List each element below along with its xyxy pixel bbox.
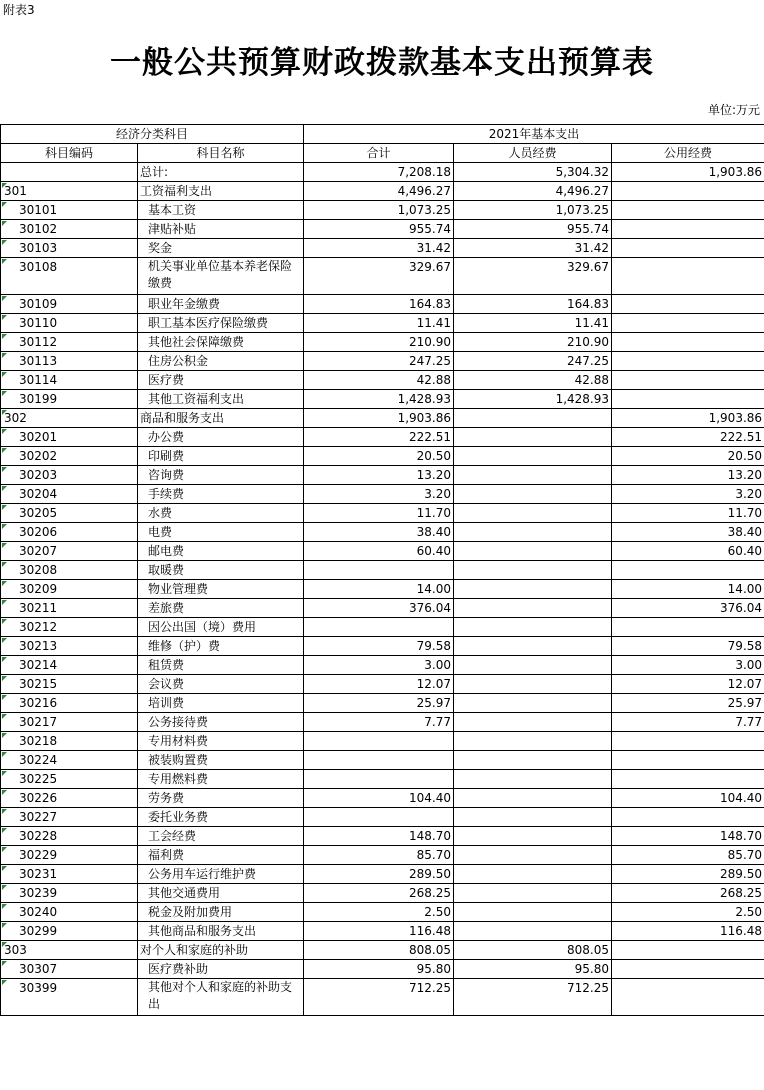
table-row bbox=[1, 884, 764, 903]
cell-code: 30227 bbox=[1, 808, 138, 827]
cell-personnel bbox=[454, 713, 612, 732]
cell-code: 30101 bbox=[1, 201, 138, 220]
cell-personnel bbox=[454, 447, 612, 466]
header-personnel: 人员经费 bbox=[454, 144, 612, 163]
cell-name: 医疗费 bbox=[138, 371, 304, 390]
cell-total: 1,903.86 bbox=[304, 409, 454, 428]
cell-public: 268.25 bbox=[612, 884, 764, 903]
cell-total: 808.05 bbox=[304, 941, 454, 960]
cell-code: 30199 bbox=[1, 390, 138, 409]
cell-public: 1,903.86 bbox=[612, 409, 764, 428]
table-row bbox=[1, 827, 764, 846]
table-row bbox=[1, 333, 764, 352]
cell-total: 104.40 bbox=[304, 789, 454, 808]
cell-personnel bbox=[454, 865, 612, 884]
cell-name: 奖金 bbox=[138, 239, 304, 258]
header-basic-expenditure-2021: 2021年基本支出 bbox=[304, 125, 764, 144]
cell-total: 11.70 bbox=[304, 504, 454, 523]
table-row bbox=[1, 409, 764, 428]
table-row bbox=[1, 941, 764, 960]
cell-public bbox=[612, 979, 764, 1016]
cell-public bbox=[612, 618, 764, 637]
table-row bbox=[1, 428, 764, 447]
cell-total: 955.74 bbox=[304, 220, 454, 239]
cell-public: 60.40 bbox=[612, 542, 764, 561]
cell-name: 福利费 bbox=[138, 846, 304, 865]
cell-public: 3.00 bbox=[612, 656, 764, 675]
cell-public bbox=[612, 258, 764, 295]
table-row bbox=[1, 314, 764, 333]
table-row bbox=[1, 656, 764, 675]
cell-personnel bbox=[454, 637, 612, 656]
cell-name: 总计: bbox=[138, 163, 304, 182]
cell-personnel bbox=[454, 542, 612, 561]
cell-personnel bbox=[454, 599, 612, 618]
table-row bbox=[1, 808, 764, 827]
budget-table bbox=[0, 124, 764, 1016]
cell-total: 11.41 bbox=[304, 314, 454, 333]
cell-public bbox=[612, 201, 764, 220]
cell-name: 公务用车运行维护费 bbox=[138, 865, 304, 884]
cell-total: 116.48 bbox=[304, 922, 454, 941]
cell-name: 会议费 bbox=[138, 675, 304, 694]
cell-personnel bbox=[454, 751, 612, 770]
cell-personnel: 11.41 bbox=[454, 314, 612, 333]
table-row bbox=[1, 713, 764, 732]
cell-name: 专用燃料费 bbox=[138, 770, 304, 789]
cell-name: 手续费 bbox=[138, 485, 304, 504]
cell-total: 247.25 bbox=[304, 352, 454, 371]
cell-total: 20.50 bbox=[304, 447, 454, 466]
cell-name: 对个人和家庭的补助 bbox=[138, 941, 304, 960]
cell-name: 津贴补贴 bbox=[138, 220, 304, 239]
cell-code bbox=[1, 163, 138, 182]
cell-code: 30201 bbox=[1, 428, 138, 447]
table-row bbox=[1, 201, 764, 220]
header-public: 公用经费 bbox=[612, 144, 764, 163]
cell-total: 85.70 bbox=[304, 846, 454, 865]
cell-personnel bbox=[454, 675, 612, 694]
cell-public: 25.97 bbox=[612, 694, 764, 713]
cell-name: 其他交通费用 bbox=[138, 884, 304, 903]
table-row bbox=[1, 504, 764, 523]
cell-code: 30218 bbox=[1, 732, 138, 751]
cell-public: 104.40 bbox=[612, 789, 764, 808]
cell-code: 30212 bbox=[1, 618, 138, 637]
cell-code: 30226 bbox=[1, 789, 138, 808]
cell-total: 376.04 bbox=[304, 599, 454, 618]
header-group-row bbox=[1, 125, 764, 144]
cell-total: 164.83 bbox=[304, 295, 454, 314]
table-row bbox=[1, 846, 764, 865]
cell-total: 289.50 bbox=[304, 865, 454, 884]
cell-public: 38.40 bbox=[612, 523, 764, 542]
header-code: 科目编码 bbox=[1, 144, 138, 163]
cell-code: 30113 bbox=[1, 352, 138, 371]
cell-name: 印刷费 bbox=[138, 447, 304, 466]
cell-name: 基本工资 bbox=[138, 201, 304, 220]
cell-public bbox=[612, 333, 764, 352]
cell-name: 培训费 bbox=[138, 694, 304, 713]
cell-personnel bbox=[454, 846, 612, 865]
cell-code: 30206 bbox=[1, 523, 138, 542]
cell-code: 30307 bbox=[1, 960, 138, 979]
header-economic-category: 经济分类科目 bbox=[1, 125, 304, 144]
cell-name: 咨询费 bbox=[138, 466, 304, 485]
cell-total: 13.20 bbox=[304, 466, 454, 485]
cell-personnel bbox=[454, 732, 612, 751]
cell-total: 42.88 bbox=[304, 371, 454, 390]
table-row bbox=[1, 466, 764, 485]
table-row bbox=[1, 182, 764, 201]
cell-public: 12.07 bbox=[612, 675, 764, 694]
cell-name: 委托业务费 bbox=[138, 808, 304, 827]
cell-total: 38.40 bbox=[304, 523, 454, 542]
cell-name: 因公出国（境）费用 bbox=[138, 618, 304, 637]
cell-personnel bbox=[454, 428, 612, 447]
cell-public bbox=[612, 808, 764, 827]
cell-name: 邮电费 bbox=[138, 542, 304, 561]
cell-code: 30208 bbox=[1, 561, 138, 580]
cell-personnel: 4,496.27 bbox=[454, 182, 612, 201]
cell-total bbox=[304, 770, 454, 789]
cell-personnel bbox=[454, 466, 612, 485]
cell-total: 7.77 bbox=[304, 713, 454, 732]
table-row bbox=[1, 979, 764, 1016]
cell-name: 公务接待费 bbox=[138, 713, 304, 732]
cell-personnel bbox=[454, 827, 612, 846]
cell-personnel bbox=[454, 808, 612, 827]
cell-code: 30110 bbox=[1, 314, 138, 333]
table-row bbox=[1, 239, 764, 258]
table-row bbox=[1, 220, 764, 239]
cell-personnel bbox=[454, 485, 612, 504]
cell-code: 30225 bbox=[1, 770, 138, 789]
unit-label: 单位:万元 bbox=[707, 103, 760, 117]
cell-code: 302 bbox=[1, 409, 138, 428]
cell-name: 租赁费 bbox=[138, 656, 304, 675]
cell-name: 医疗费补助 bbox=[138, 960, 304, 979]
cell-public bbox=[612, 732, 764, 751]
cell-personnel bbox=[454, 694, 612, 713]
cell-personnel: 1,073.25 bbox=[454, 201, 612, 220]
table-row bbox=[1, 675, 764, 694]
table-row bbox=[1, 618, 764, 637]
cell-public: 85.70 bbox=[612, 846, 764, 865]
cell-name: 其他对个人和家庭的补助支出 bbox=[138, 979, 304, 1016]
cell-code: 30108 bbox=[1, 258, 138, 295]
cell-code: 303 bbox=[1, 941, 138, 960]
cell-name: 取暖费 bbox=[138, 561, 304, 580]
cell-code: 30207 bbox=[1, 542, 138, 561]
cell-public: 3.20 bbox=[612, 485, 764, 504]
cell-total bbox=[304, 618, 454, 637]
cell-name: 职工基本医疗保险缴费 bbox=[138, 314, 304, 333]
table-row bbox=[1, 732, 764, 751]
table-row bbox=[1, 371, 764, 390]
cell-name: 物业管理费 bbox=[138, 580, 304, 599]
cell-code: 30213 bbox=[1, 637, 138, 656]
cell-total: 222.51 bbox=[304, 428, 454, 447]
table-row bbox=[1, 770, 764, 789]
table-row bbox=[1, 580, 764, 599]
cell-personnel: 164.83 bbox=[454, 295, 612, 314]
header-name: 科目名称 bbox=[138, 144, 304, 163]
table-row bbox=[1, 637, 764, 656]
cell-total: 148.70 bbox=[304, 827, 454, 846]
cell-total: 712.25 bbox=[304, 979, 454, 1016]
cell-personnel: 42.88 bbox=[454, 371, 612, 390]
cell-public: 7.77 bbox=[612, 713, 764, 732]
table-row bbox=[1, 789, 764, 808]
cell-personnel bbox=[454, 656, 612, 675]
cell-public: 20.50 bbox=[612, 447, 764, 466]
header-column-row bbox=[1, 144, 764, 163]
cell-name: 工资福利支出 bbox=[138, 182, 304, 201]
cell-public bbox=[612, 960, 764, 979]
cell-public bbox=[612, 770, 764, 789]
cell-total bbox=[304, 732, 454, 751]
cell-public: 116.48 bbox=[612, 922, 764, 941]
cell-total: 268.25 bbox=[304, 884, 454, 903]
cell-public: 13.20 bbox=[612, 466, 764, 485]
cell-code: 30114 bbox=[1, 371, 138, 390]
cell-personnel bbox=[454, 922, 612, 941]
cell-code: 30204 bbox=[1, 485, 138, 504]
cell-name: 其他商品和服务支出 bbox=[138, 922, 304, 941]
table-row bbox=[1, 694, 764, 713]
cell-personnel bbox=[454, 884, 612, 903]
cell-code: 30215 bbox=[1, 675, 138, 694]
table-row bbox=[1, 561, 764, 580]
cell-personnel bbox=[454, 409, 612, 428]
cell-public: 11.70 bbox=[612, 504, 764, 523]
table-row bbox=[1, 865, 764, 884]
cell-name: 住房公积金 bbox=[138, 352, 304, 371]
cell-total: 14.00 bbox=[304, 580, 454, 599]
cell-name: 水费 bbox=[138, 504, 304, 523]
cell-code: 30216 bbox=[1, 694, 138, 713]
table-row bbox=[1, 523, 764, 542]
cell-public bbox=[612, 314, 764, 333]
table-row bbox=[1, 903, 764, 922]
cell-name: 被装购置费 bbox=[138, 751, 304, 770]
cell-name: 职业年金缴费 bbox=[138, 295, 304, 314]
cell-name: 其他工资福利支出 bbox=[138, 390, 304, 409]
cell-code: 30209 bbox=[1, 580, 138, 599]
cell-name: 电费 bbox=[138, 523, 304, 542]
cell-personnel: 210.90 bbox=[454, 333, 612, 352]
table-row bbox=[1, 352, 764, 371]
cell-code: 30217 bbox=[1, 713, 138, 732]
cell-code: 30231 bbox=[1, 865, 138, 884]
cell-code: 30229 bbox=[1, 846, 138, 865]
cell-public bbox=[612, 390, 764, 409]
cell-public bbox=[612, 182, 764, 201]
table-row bbox=[1, 922, 764, 941]
cell-total bbox=[304, 808, 454, 827]
cell-public bbox=[612, 371, 764, 390]
cell-total: 210.90 bbox=[304, 333, 454, 352]
cell-personnel bbox=[454, 580, 612, 599]
cell-code: 30205 bbox=[1, 504, 138, 523]
cell-personnel: 712.25 bbox=[454, 979, 612, 1016]
cell-code: 30112 bbox=[1, 333, 138, 352]
cell-public: 2.50 bbox=[612, 903, 764, 922]
table-row bbox=[1, 390, 764, 409]
cell-personnel: 5,304.32 bbox=[454, 163, 612, 182]
cell-total: 3.20 bbox=[304, 485, 454, 504]
cell-personnel: 955.74 bbox=[454, 220, 612, 239]
cell-personnel bbox=[454, 523, 612, 542]
cell-public: 1,903.86 bbox=[612, 163, 764, 182]
cell-personnel bbox=[454, 770, 612, 789]
cell-total: 7,208.18 bbox=[304, 163, 454, 182]
cell-public bbox=[612, 561, 764, 580]
cell-name: 维修（护）费 bbox=[138, 637, 304, 656]
cell-total: 60.40 bbox=[304, 542, 454, 561]
cell-name: 办公费 bbox=[138, 428, 304, 447]
cell-code: 30228 bbox=[1, 827, 138, 846]
table-row bbox=[1, 447, 764, 466]
cell-total: 329.67 bbox=[304, 258, 454, 295]
cell-total bbox=[304, 561, 454, 580]
cell-total bbox=[304, 751, 454, 770]
table-row bbox=[1, 295, 764, 314]
cell-code: 30239 bbox=[1, 884, 138, 903]
table-row bbox=[1, 960, 764, 979]
cell-public: 222.51 bbox=[612, 428, 764, 447]
cell-personnel bbox=[454, 618, 612, 637]
cell-personnel: 1,428.93 bbox=[454, 390, 612, 409]
cell-personnel: 329.67 bbox=[454, 258, 612, 295]
cell-total: 3.00 bbox=[304, 656, 454, 675]
cell-code: 30240 bbox=[1, 903, 138, 922]
cell-public bbox=[612, 239, 764, 258]
cell-name: 差旅费 bbox=[138, 599, 304, 618]
cell-total: 95.80 bbox=[304, 960, 454, 979]
cell-name: 机关事业单位基本养老保险缴费 bbox=[138, 258, 304, 295]
header-total: 合计 bbox=[304, 144, 454, 163]
cell-public: 289.50 bbox=[612, 865, 764, 884]
cell-personnel bbox=[454, 504, 612, 523]
cell-code: 30102 bbox=[1, 220, 138, 239]
cell-public bbox=[612, 220, 764, 239]
cell-code: 30399 bbox=[1, 979, 138, 1016]
cell-code: 301 bbox=[1, 182, 138, 201]
cell-name: 专用材料费 bbox=[138, 732, 304, 751]
annex-label: 附表3 bbox=[3, 3, 35, 17]
cell-total: 25.97 bbox=[304, 694, 454, 713]
cell-code: 30214 bbox=[1, 656, 138, 675]
cell-total: 12.07 bbox=[304, 675, 454, 694]
table-row bbox=[1, 751, 764, 770]
total-row bbox=[1, 163, 764, 182]
cell-code: 30299 bbox=[1, 922, 138, 941]
cell-total: 31.42 bbox=[304, 239, 454, 258]
cell-personnel: 808.05 bbox=[454, 941, 612, 960]
table-row bbox=[1, 599, 764, 618]
cell-public: 14.00 bbox=[612, 580, 764, 599]
cell-code: 30203 bbox=[1, 466, 138, 485]
cell-public: 148.70 bbox=[612, 827, 764, 846]
cell-name: 其他社会保障缴费 bbox=[138, 333, 304, 352]
cell-name: 工会经费 bbox=[138, 827, 304, 846]
cell-public: 376.04 bbox=[612, 599, 764, 618]
cell-public bbox=[612, 352, 764, 371]
cell-code: 30109 bbox=[1, 295, 138, 314]
cell-personnel: 95.80 bbox=[454, 960, 612, 979]
cell-personnel bbox=[454, 561, 612, 580]
cell-public bbox=[612, 295, 764, 314]
cell-name: 商品和服务支出 bbox=[138, 409, 304, 428]
cell-code: 30202 bbox=[1, 447, 138, 466]
cell-name: 劳务费 bbox=[138, 789, 304, 808]
cell-total: 4,496.27 bbox=[304, 182, 454, 201]
cell-public bbox=[612, 941, 764, 960]
cell-code: 30103 bbox=[1, 239, 138, 258]
page-title: 一般公共预算财政拨款基本支出预算表 bbox=[110, 45, 654, 81]
cell-public: 79.58 bbox=[612, 637, 764, 656]
cell-total: 1,428.93 bbox=[304, 390, 454, 409]
cell-name: 税金及附加费用 bbox=[138, 903, 304, 922]
cell-total: 79.58 bbox=[304, 637, 454, 656]
cell-personnel: 247.25 bbox=[454, 352, 612, 371]
cell-personnel: 31.42 bbox=[454, 239, 612, 258]
cell-code: 30224 bbox=[1, 751, 138, 770]
cell-total: 1,073.25 bbox=[304, 201, 454, 220]
cell-personnel bbox=[454, 789, 612, 808]
table-row bbox=[1, 258, 764, 295]
table-row bbox=[1, 542, 764, 561]
cell-code: 30211 bbox=[1, 599, 138, 618]
cell-personnel bbox=[454, 903, 612, 922]
table-row bbox=[1, 485, 764, 504]
cell-total: 2.50 bbox=[304, 903, 454, 922]
cell-public bbox=[612, 751, 764, 770]
